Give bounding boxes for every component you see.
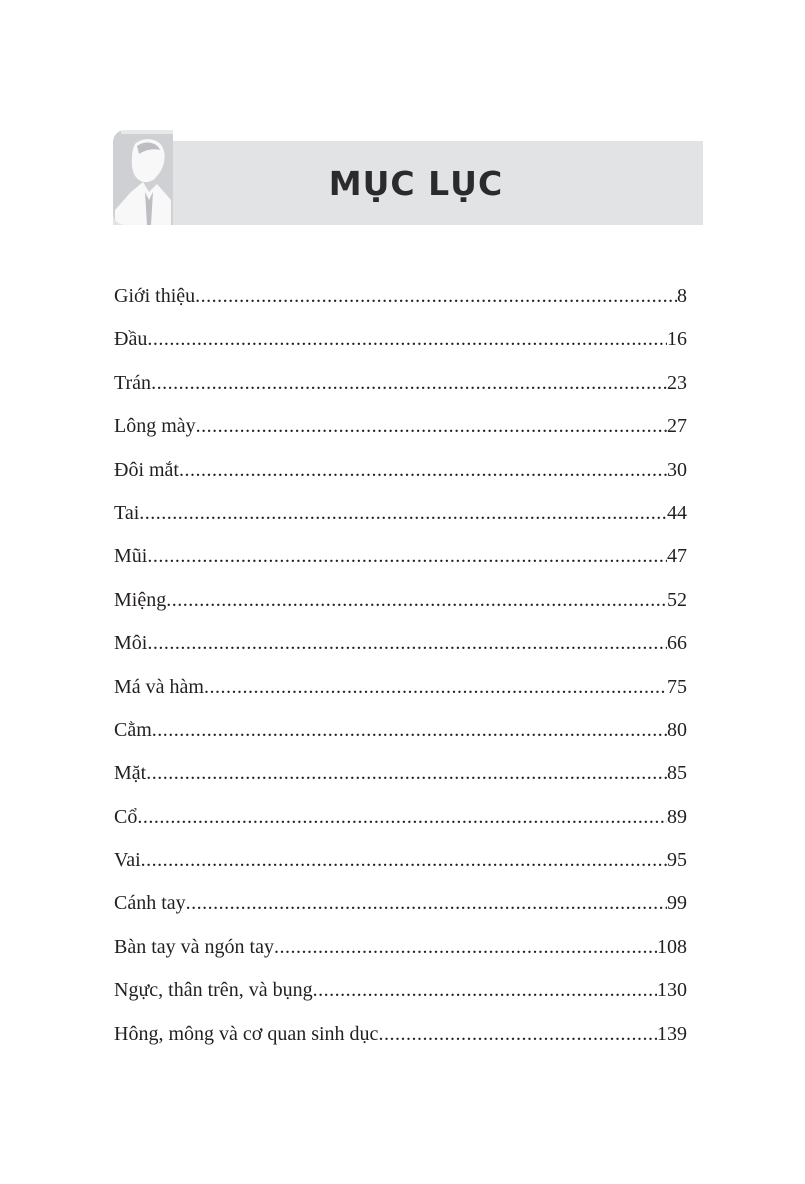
toc-entry[interactable] <box>114 449 687 492</box>
toc-entry[interactable] <box>114 752 687 795</box>
toc-dot-leader <box>274 926 657 969</box>
toc-entry[interactable] <box>114 969 687 1012</box>
toc-entry-page-number: 108 <box>657 935 687 958</box>
toc-entry-title: Vai <box>114 849 141 872</box>
toc-entry-title: Hông, mông và cơ quan sinh dục <box>114 1022 379 1045</box>
toc-dot-leader <box>195 275 677 318</box>
toc-entry-page-number: 99 <box>667 892 687 915</box>
toc-dot-leader <box>139 492 667 535</box>
toc-entry-page-number: 30 <box>667 458 687 481</box>
toc-entry-page-number: 85 <box>667 762 687 785</box>
toc-dot-leader <box>166 579 667 622</box>
toc-entry[interactable] <box>114 275 687 318</box>
toc-entry[interactable] <box>114 709 687 752</box>
toc-entry-title: Miệng <box>114 588 167 611</box>
toc-entry-title: Trán <box>114 371 152 394</box>
toc-entry-page-number: 66 <box>667 632 687 655</box>
toc-dot-leader <box>147 622 667 665</box>
toc-dot-leader <box>152 709 667 752</box>
toc-entry[interactable] <box>114 926 687 969</box>
toc-entry[interactable] <box>114 839 687 882</box>
toc-entry[interactable] <box>114 362 687 405</box>
toc-entry-title: Tai <box>114 501 140 524</box>
toc-dot-leader <box>141 839 667 882</box>
toc-entry-page-number: 95 <box>667 849 687 872</box>
toc-entry-title: Mũi <box>114 545 148 568</box>
toc-entry-page-number: 23 <box>667 371 687 394</box>
toc-entry[interactable] <box>114 1013 687 1056</box>
toc-entry-title: Cằm <box>114 718 152 741</box>
toc-entry-title: Má và hàm <box>114 675 204 698</box>
toc-entry[interactable] <box>114 535 687 578</box>
table-of-contents <box>114 275 687 1056</box>
toc-dot-leader <box>179 449 667 492</box>
toc-entry-title: Giới thiệu <box>114 285 196 307</box>
toc-entry[interactable] <box>114 796 687 839</box>
toc-entry-page-number: 16 <box>667 328 687 351</box>
toc-entry-title: Đôi mắt <box>114 458 179 481</box>
toc-entry-page-number: 47 <box>667 545 687 568</box>
toc-entry-title: Lông mày <box>114 415 196 438</box>
toc-entry[interactable] <box>114 405 687 448</box>
toc-entry[interactable] <box>114 579 687 622</box>
toc-entry-page-number: 27 <box>667 415 687 438</box>
toc-entry[interactable] <box>114 492 687 535</box>
toc-entry-page-number: 89 <box>667 805 687 828</box>
toc-dot-leader <box>204 666 667 709</box>
toc-dot-leader <box>378 1013 657 1056</box>
toc-dot-leader <box>196 405 667 448</box>
toc-entry-title: Đầu <box>114 328 148 351</box>
toc-dot-leader <box>137 796 667 839</box>
toc-entry-page-number: 8 <box>677 285 687 307</box>
toc-dot-leader <box>147 535 667 578</box>
toc-entry-title: Ngực, thân trên, và bụng <box>114 979 313 1002</box>
toc-entry-title: Môi <box>114 632 148 655</box>
toc-entry-title: Cổ <box>114 805 138 828</box>
toc-entry-title: Bàn tay và ngón tay <box>114 935 274 958</box>
toc-entry[interactable] <box>114 318 687 361</box>
toc-entry[interactable] <box>114 666 687 709</box>
toc-dot-leader <box>146 752 667 795</box>
toc-entry-page-number: 52 <box>667 588 687 611</box>
toc-dot-leader <box>186 882 667 925</box>
toc-entry-page-number: 80 <box>667 718 687 741</box>
page-title: MỤC LỤC <box>328 163 504 203</box>
toc-entry-page-number: 44 <box>667 501 687 524</box>
toc-entry[interactable] <box>114 882 687 925</box>
toc-entry[interactable] <box>114 622 687 665</box>
toc-entry-page-number: 139 <box>657 1022 687 1045</box>
toc-dot-leader <box>313 969 657 1012</box>
toc-dot-leader <box>147 318 667 361</box>
toc-entry-page-number: 75 <box>667 675 687 698</box>
toc-dot-leader <box>151 362 667 405</box>
toc-entry-title: Mặt <box>114 762 147 785</box>
toc-entry-page-number: 130 <box>657 979 687 1002</box>
toc-entry-title: Cánh tay <box>114 892 186 915</box>
